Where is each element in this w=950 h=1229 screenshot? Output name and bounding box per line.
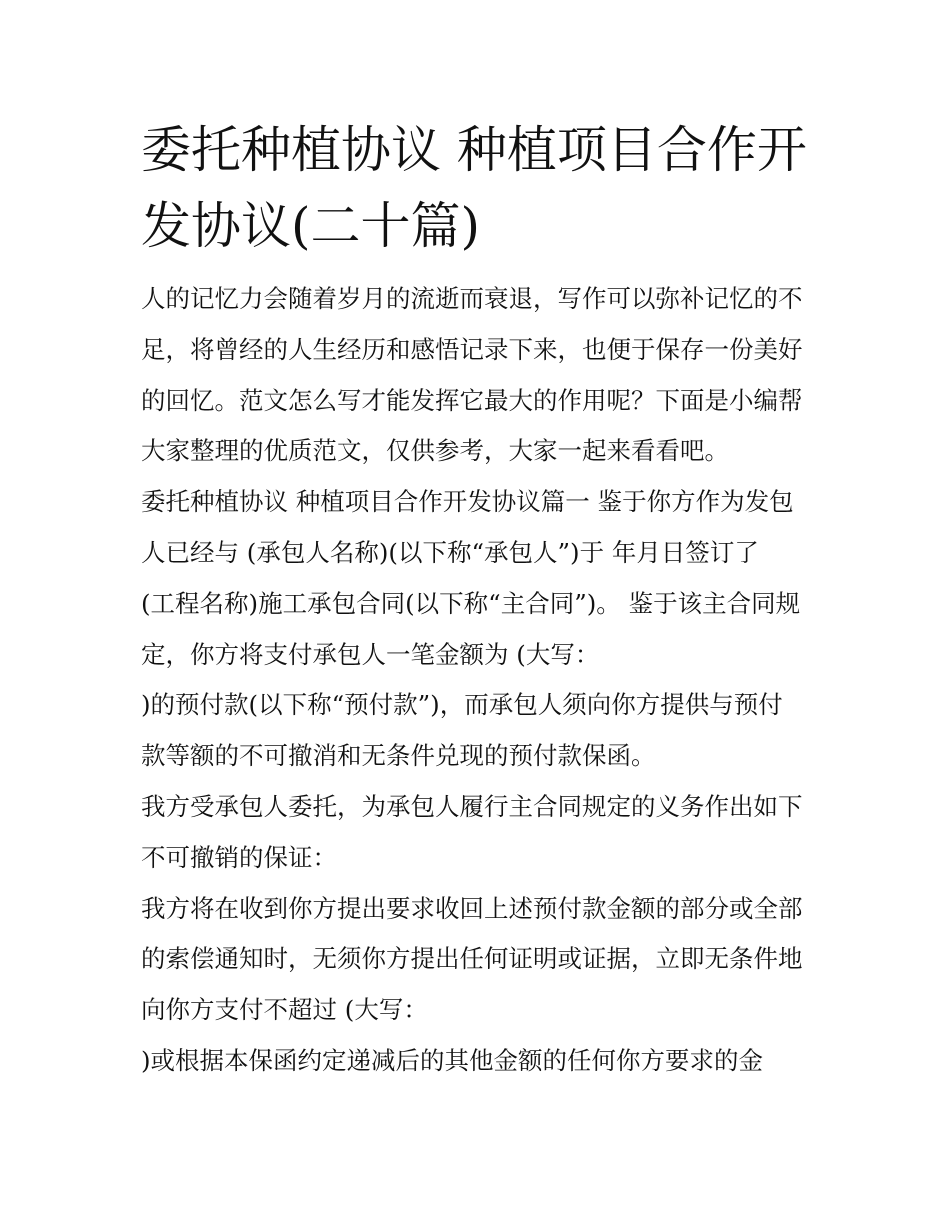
text-line: (工程名称)施工承包合同(以下称“主合同”)。 鉴于该主合同规 <box>141 588 801 618</box>
text-line: 人的记忆力会随着岁月的流逝而衰退，写作可以弥补记忆的不 <box>141 284 803 313</box>
text-line: 向你方支付不超过 (大写： <box>141 995 428 1025</box>
text-line: 大家整理的优质范文，仅供参考，大家一起来看看吧。 <box>141 436 729 466</box>
document-title <box>141 112 813 264</box>
text-line: 的回忆。范文怎么写才能发挥它最大的作用呢？下面是小编帮 <box>141 385 803 415</box>
text-line: )或根据本保函约定递减后的其他金额的任何你方要求的金 <box>141 1045 764 1075</box>
document-body <box>141 274 813 1087</box>
text-line: 人已经与 (承包人名称)(以下称“承包人”)于 年月日签订了 <box>141 537 759 567</box>
paragraph-guarantee <box>141 782 813 884</box>
text-line: )的预付款(以下称“预付款”)，而承包人须向你方提供与预付 <box>141 690 783 720</box>
paragraph-intro <box>141 274 813 477</box>
title-line: 委托种植协议 种植项目合作开 <box>141 121 807 179</box>
paragraph-payment <box>141 884 813 1087</box>
text-line: 定，你方将支付承包人一笔金额为 (大写： <box>141 639 600 669</box>
text-line: 不可撤销的保证： <box>141 842 337 872</box>
paragraph-section-one <box>141 477 813 782</box>
text-line: 款等额的不可撤消和无条件兑现的预付款保函。 <box>141 741 656 771</box>
title-line: 发协议(二十篇) <box>141 197 481 255</box>
text-line: 足，将曾经的人生经历和感悟记录下来，也便于保存一份美好 <box>141 334 803 364</box>
text-line: 的索偿通知时，无须你方提出任何证明或证据，立即无条件地 <box>141 944 803 974</box>
text-line: 我方将在收到你方提出要求收回上述预付款金额的部分或全部 <box>141 893 803 923</box>
text-line: 委托种植协议 种植项目合作开发协议篇一 鉴于你方作为发包 <box>141 487 794 517</box>
document-content <box>141 112 813 1087</box>
text-line: 我方受承包人委托，为承包人履行主合同规定的义务作出如下 <box>141 791 803 821</box>
